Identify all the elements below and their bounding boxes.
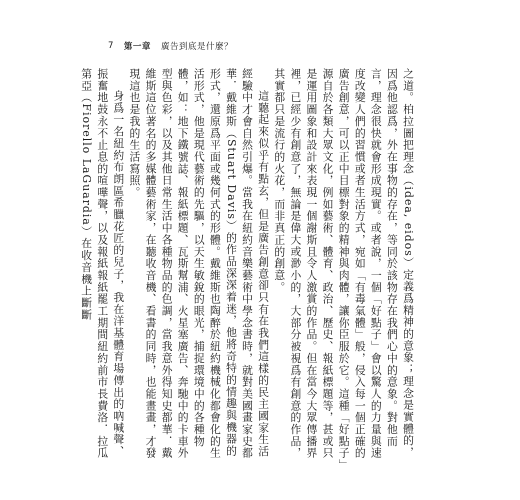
running-head [108, 39, 233, 53]
page-number: 7 [108, 41, 114, 51]
paragraph-bronx: 身爲一名紐約布朗區希臘花匠的兒子，我在洋基體育場傳出的吶喊聲、振奮地鼓永不止息的喧嘩聲，以及報紙報紙罷工期間紐約前市長費洛．拉瓜第亞（Fiorello LaGuardia）在收音機上斷斷 [80, 68, 126, 460]
chapter-title: 廣告到底是什麼？ [160, 42, 233, 52]
paragraph-continuation: 之道。柏拉圖把理念（idea, eidos）定義爲精神的意象；理念是實體的，因爲他認爲，外在事物的存在，等同於該物存在我們心中的意象。對他而言，理念很快就會形成現實。或者說，一個「好點子」會以驚人的力量與速度改變人們的習慣或者生活方式，宛如「有毒氣體」般，侵入每一個正確的廣告創意，可以正中目標對象的精神與肉體，讓你臣服於它。這種「好點子」源自於各類大眾文化，例如藝術、體育、政治、歷史、報紙標題等，甚或只是運用圖象和設計來表現一個謝斯且令人激賞的作品。但在當今大眾傳播界裡，已經少有創意了，無論是偉大或渺小的，大部分被視爲有創意的作品，其實都只是流行的火花，而非真正的創意。 [273, 68, 415, 466]
chapter-label: 第一章 [123, 42, 151, 52]
paragraph-stuart-davis: 這聽起來似乎有點玄，但是廣告創意卻只有在我們這樣的民主國家生活經驗中才會自然引爆。當我在紐約音樂藝術中學念書時，就對美國畫家史都華．戴維斯（Stuart Davis）的作品深深着迷，他將奇特的情趣與機器的形式，還原爲平面或幾何式的形體。戴維斯也陶醉於紐約機械化都會化的生活形式，他是現代藝術的先驅，以天生敏銳的眼光，捕捉環境中的各種物體，如：地下鐵號誌、報紙標題、瓦斯幫浦、火星塞廣告、奔馳中的卡車外型與色彩，以及其他日常生活中各種物品的色調，當我意外得知史都華．戴維斯這位著名的多媒體藝術家，在聽收音機、看書的同時，也能畫畫，才發現這也是我的生活寫照。 [128, 68, 271, 460]
vertical-body-text [80, 68, 416, 468]
